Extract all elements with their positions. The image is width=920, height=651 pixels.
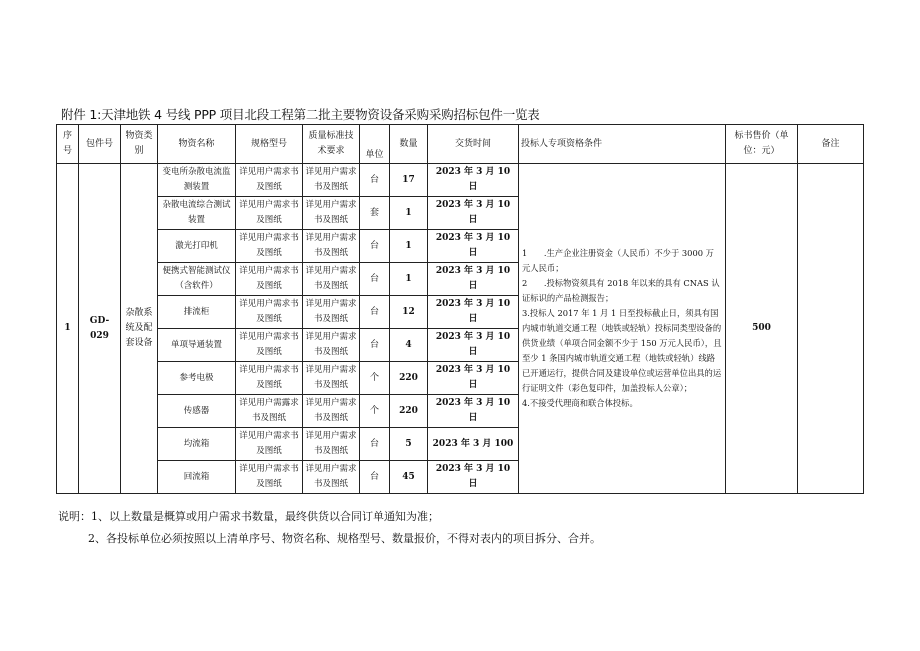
item-name: 参考电极 xyxy=(158,362,236,395)
item-quality: 详见用户需求书及图纸 xyxy=(303,428,360,461)
item-name: 均流箱 xyxy=(158,428,236,461)
item-quality: 详见用户需求书及图纸 xyxy=(303,164,360,197)
item-name: 单项导通装置 xyxy=(158,329,236,362)
item-spec: 详见用户需求书及图纸 xyxy=(236,461,303,494)
note-2: 2、各投标单位必须按照以上清单序号、物资名称、规格型号、数量报价，不得对表内的项目拆分、合并。 xyxy=(88,532,601,545)
item-unit: 台 xyxy=(360,461,390,494)
item-name: 排流柜 xyxy=(158,296,236,329)
header-package: 包件号 xyxy=(79,125,121,164)
item-name: 杂散电流综合测试装置 xyxy=(158,197,236,230)
item-qty: 17 xyxy=(390,164,428,197)
item-spec: 详见用户需求书及图纸 xyxy=(236,329,303,362)
item-delivery: 2023 年 3 月 10 日 xyxy=(428,461,519,494)
header-name: 物资名称 xyxy=(158,125,236,164)
qualification-cell xyxy=(519,164,726,494)
qualification-4: 4.不接受代理商和联合体投标。 xyxy=(522,398,638,408)
document-title: 附件 1:天津地铁 4 号线 PPP 项目北段工程第二批主要物资设备采购采购招标包件一览表 xyxy=(61,107,540,122)
item-quality: 详见用户需求书及图纸 xyxy=(303,461,360,494)
item-delivery: 2023 年 3 月 10 日 xyxy=(428,197,519,230)
header-remark: 备注 xyxy=(798,125,864,164)
item-spec: 详见用户需露求书及图纸 xyxy=(236,395,303,428)
item-spec: 详见用户需求书及图纸 xyxy=(236,296,303,329)
item-name: 变电所杂散电流监测装置 xyxy=(158,164,236,197)
procurement-table xyxy=(56,124,864,494)
item-quality: 详见用户需求书及图纸 xyxy=(303,329,360,362)
header-price: 标书售价（单位：元） xyxy=(726,125,798,164)
item-unit: 台 xyxy=(360,230,390,263)
header-qty: 数量 xyxy=(390,125,428,164)
qualification-2: 2 .投标物资须具有 2018 年以来的具有 CNAS 认证标识的产品检测报告； xyxy=(522,278,720,303)
item-delivery: 2023 年 3 月 10 日 xyxy=(428,230,519,263)
item-qty: 4 xyxy=(390,329,428,362)
item-unit: 台 xyxy=(360,164,390,197)
item-qty: 12 xyxy=(390,296,428,329)
item-delivery: 2023 年 3 月 10 日 xyxy=(428,296,519,329)
item-qty: 1 xyxy=(390,197,428,230)
item-spec: 详见用户需求书及图纸 xyxy=(236,428,303,461)
qualification-1: 1 .生产企业注册资金（人民币）不少于 3000 万元人民币； xyxy=(522,248,714,273)
item-spec: 详见用户需求书及图纸 xyxy=(236,164,303,197)
item-spec: 详见用户需求书及图纸 xyxy=(236,230,303,263)
header-spec: 规格型号 xyxy=(236,125,303,164)
group-seq: 1 xyxy=(57,164,79,494)
item-quality: 详见用户需求书及图纸 xyxy=(303,263,360,296)
item-unit: 台 xyxy=(360,263,390,296)
item-qty: 1 xyxy=(390,263,428,296)
item-unit: 个 xyxy=(360,362,390,395)
item-unit: 套 xyxy=(360,197,390,230)
item-qty: 220 xyxy=(390,395,428,428)
item-qty: 45 xyxy=(390,461,428,494)
item-name: 便携式智能测试仪（含软件） xyxy=(158,263,236,296)
item-unit: 台 xyxy=(360,329,390,362)
item-spec: 详见用户需求书及图纸 xyxy=(236,197,303,230)
item-spec: 详见用户需求书及图纸 xyxy=(236,362,303,395)
item-delivery: 2023 年 3 月 10 日 xyxy=(428,329,519,362)
item-qty: 1 xyxy=(390,230,428,263)
item-unit: 个 xyxy=(360,395,390,428)
group-price: 500 xyxy=(726,164,798,494)
item-quality: 详见用户需求书及图纸 xyxy=(303,197,360,230)
item-spec: 详见用户需求书及图纸 xyxy=(236,263,303,296)
item-name: 激光打印机 xyxy=(158,230,236,263)
group-remark xyxy=(798,164,864,494)
header-row xyxy=(57,125,864,164)
qualification-3: 3.投标人 2017 年 1 月 1 日至投标截止日，须具有国内城市轨道交通工程（地铁或轻轨）投标同类型设备的供货业绩（单项合同金额不少于 150 万元人民币），且至少 1 条国内城市轨道交通工程（地铁或轻轨）线路已开通运行，提供合同及建设单位或运营单位出具的运行证明文件（彩色复印件，加盖投标人公章）； xyxy=(522,308,722,393)
item-name: 传感器 xyxy=(158,395,236,428)
header-seq: 序号 xyxy=(57,125,79,164)
item-qty: 220 xyxy=(390,362,428,395)
header-quality: 质量标准技术要求 xyxy=(303,125,360,164)
group-category: 杂散系统及配套设备 xyxy=(121,164,158,494)
item-quality: 详见用户需求书及图纸 xyxy=(303,395,360,428)
item-quality: 详见用户需求书及图纸 xyxy=(303,362,360,395)
item-unit: 台 xyxy=(360,428,390,461)
note-1: 说明：1、以上数量是概算或用户需求书数量，最终供货以合同订单通知为准； xyxy=(58,510,439,523)
item-delivery: 2023 年 3 月 10 日 xyxy=(428,263,519,296)
item-unit: 台 xyxy=(360,296,390,329)
header-category: 物资类别 xyxy=(121,125,158,164)
group-package: GD-029 xyxy=(79,164,121,494)
table-row xyxy=(57,164,864,197)
table-body xyxy=(57,164,864,494)
item-delivery: 2023 年 3 月 10 日 xyxy=(428,164,519,197)
header-delivery: 交货时间 xyxy=(428,125,519,164)
item-qty: 5 xyxy=(390,428,428,461)
item-name: 回流箱 xyxy=(158,461,236,494)
item-quality: 详见用户需求书及图纸 xyxy=(303,230,360,263)
item-delivery: 2023 年 3 月 100 xyxy=(428,428,519,461)
item-quality: 详见用户需求书及图纸 xyxy=(303,296,360,329)
header-unit: 单位 xyxy=(360,125,390,164)
header-qualification: 投标人专项资格条件 xyxy=(519,125,726,164)
item-delivery: 2023 年 3 月 10 日 xyxy=(428,362,519,395)
item-delivery: 2023 年 3 月 10 日 xyxy=(428,395,519,428)
